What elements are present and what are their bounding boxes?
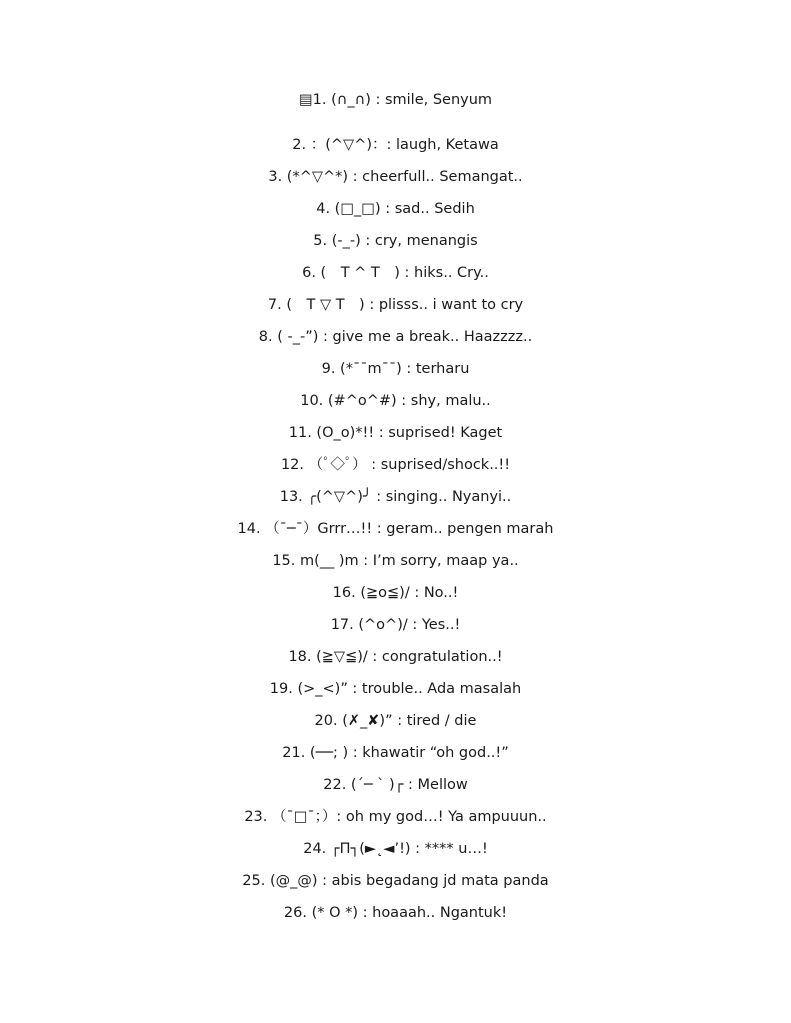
list-item: 23. （¯□¯；）: oh my god…! Ya ampuuun..: [244, 809, 547, 825]
list-item: 19. (>_<)” : trouble.. Ada masalah: [269, 681, 522, 697]
list-item: 21. (──; ) : khawatir “oh god..!”: [282, 745, 509, 761]
list-item: 25. (@_@) : abis begadang jd mata panda: [242, 873, 549, 889]
list-item: 12. （ﾟ◇ﾟ） : suprised/shock..!!: [280, 457, 511, 473]
list-item: 24. ┌Π┐(►˛◄’!) : **** u…!: [303, 841, 488, 857]
list-item: 14. （¯─¯）Grrr…!! : geram.. pengen marah: [237, 521, 554, 537]
list-item: 6. ( T ^ T ) : hiks.. Cry..: [302, 265, 489, 281]
list-item: 5. (‐_‐) : cry, menangis: [313, 233, 478, 249]
list-item: 2. ：(^▽^)：: laugh, Ketawa: [292, 137, 499, 153]
list-item: 3. (*^▽^*) : cheerfull.. Semangat..: [268, 169, 523, 185]
list-item: 16. (≧o≦)/ : No..!: [332, 585, 459, 601]
list-item: 10. (#^o^#) : shy, malu..: [300, 393, 491, 409]
list-item: 8. ( -_-”) : give me a break.. Haazzzz..: [258, 329, 533, 345]
list-item: 18. (≧▽≦)/ : congratulation..!: [288, 649, 503, 665]
emoticon-list: [0, 90, 791, 935]
list-item: 13. ╭(^▽^)╯ : singing.. Nyanyi..: [279, 489, 512, 505]
list-item: 11. (O_o)*!! : suprised! Kaget: [288, 425, 503, 441]
list-item: 4. (□_□) : sad.. Sedih: [316, 201, 475, 217]
list-item: 17. (^o^)/ : Yes..!: [330, 617, 461, 633]
list-item: 22. (´─ ` )┌ : Mellow: [323, 777, 468, 793]
list-item: ▤1. (∩_∩) : smile, Senyum: [298, 92, 493, 108]
list-item: 15. m(__ )m : I’m sorry, maap ya..: [272, 553, 519, 569]
list-item: 7. ( T ▽ T ) : plisss.. i want to cry: [267, 297, 524, 313]
list-item: 26. (* O *) : hoaaah.. Ngantuk!: [283, 905, 508, 921]
list-item: 20. (✗_✘)” : tired / die: [314, 713, 477, 729]
list-item: 9. (*¯¯m¯¯) : terharu: [321, 361, 470, 377]
